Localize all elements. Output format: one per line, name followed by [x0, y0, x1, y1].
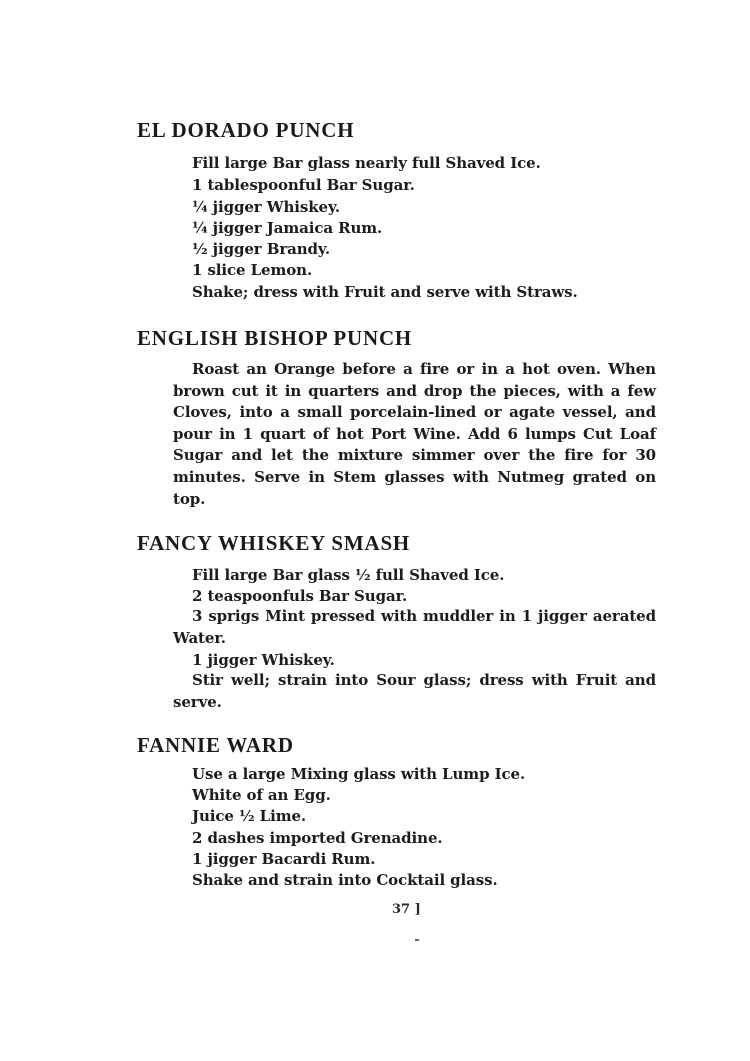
- ingredient-line: Fill large Bar glass nearly full Shaved Ice.: [192, 154, 541, 172]
- ingredient-line: White of an Egg.: [192, 786, 331, 804]
- recipe-title-english-bishop-punch: ENGLISH BISHOP PUNCH: [137, 326, 413, 350]
- recipe-paragraph: [173, 670, 656, 713]
- recipe-title-fannie-ward: FANNIE WARD: [137, 733, 294, 757]
- paragraph-text: Stir well; strain into Sour glass; dress with Fruit and serve.: [173, 671, 656, 711]
- ingredient-line: 2 teaspoonfuls Bar Sugar.: [192, 587, 408, 605]
- recipe-paragraph: [173, 606, 656, 649]
- recipe-title-fancy-whiskey-smash: FANCY WHISKEY SMASH: [137, 531, 411, 555]
- ingredient-line: Juice ½ Lime.: [192, 807, 307, 825]
- ingredient-line: 1 tablespoonful Bar Sugar.: [192, 176, 415, 194]
- page-number: 37 ]: [392, 902, 421, 917]
- instruction-line: Shake and strain into Cocktail glass.: [192, 871, 498, 889]
- ingredient-line: Fill large Bar glass ½ full Shaved Ice.: [192, 566, 505, 584]
- ingredient-line: ¼ jigger Jamaica Rum.: [192, 219, 383, 237]
- ingredient-line: 1 jigger Bacardi Rum.: [192, 850, 376, 868]
- ingredient-line: Use a large Mixing glass with Lump Ice.: [192, 765, 526, 783]
- ingredient-line: 2 dashes imported Grenadine.: [192, 829, 443, 847]
- print-speck: [415, 939, 419, 941]
- ingredient-line: ¼ jigger Whiskey.: [192, 198, 340, 216]
- ingredient-line: ½ jigger Brandy.: [192, 240, 330, 258]
- ingredient-line: 1 jigger Whiskey.: [192, 651, 335, 669]
- recipe-title-el-dorado-punch: EL DORADO PUNCH: [137, 118, 355, 142]
- paragraph-text: Roast an Orange before a fire or in a hot oven. When brown cut it in quarters and drop the pieces, with a few Cloves, into a small porcelain-lined or agate vessel, and pour in 1 quart of hot Port Wine. Add 6 lumps Cut Loaf Sugar and let the mixture simmer over the fire for 30 minutes. Serve in Stem glasses with Nutmeg grated on top.: [173, 360, 656, 508]
- ingredient-line: 1 slice Lemon.: [192, 261, 313, 279]
- instruction-line: Shake; dress with Fruit and serve with Straws.: [192, 283, 578, 301]
- paragraph-text: 3 sprigs Mint pressed with muddler in 1 jigger aerated Water.: [173, 607, 656, 647]
- recipe-paragraph: [173, 359, 656, 510]
